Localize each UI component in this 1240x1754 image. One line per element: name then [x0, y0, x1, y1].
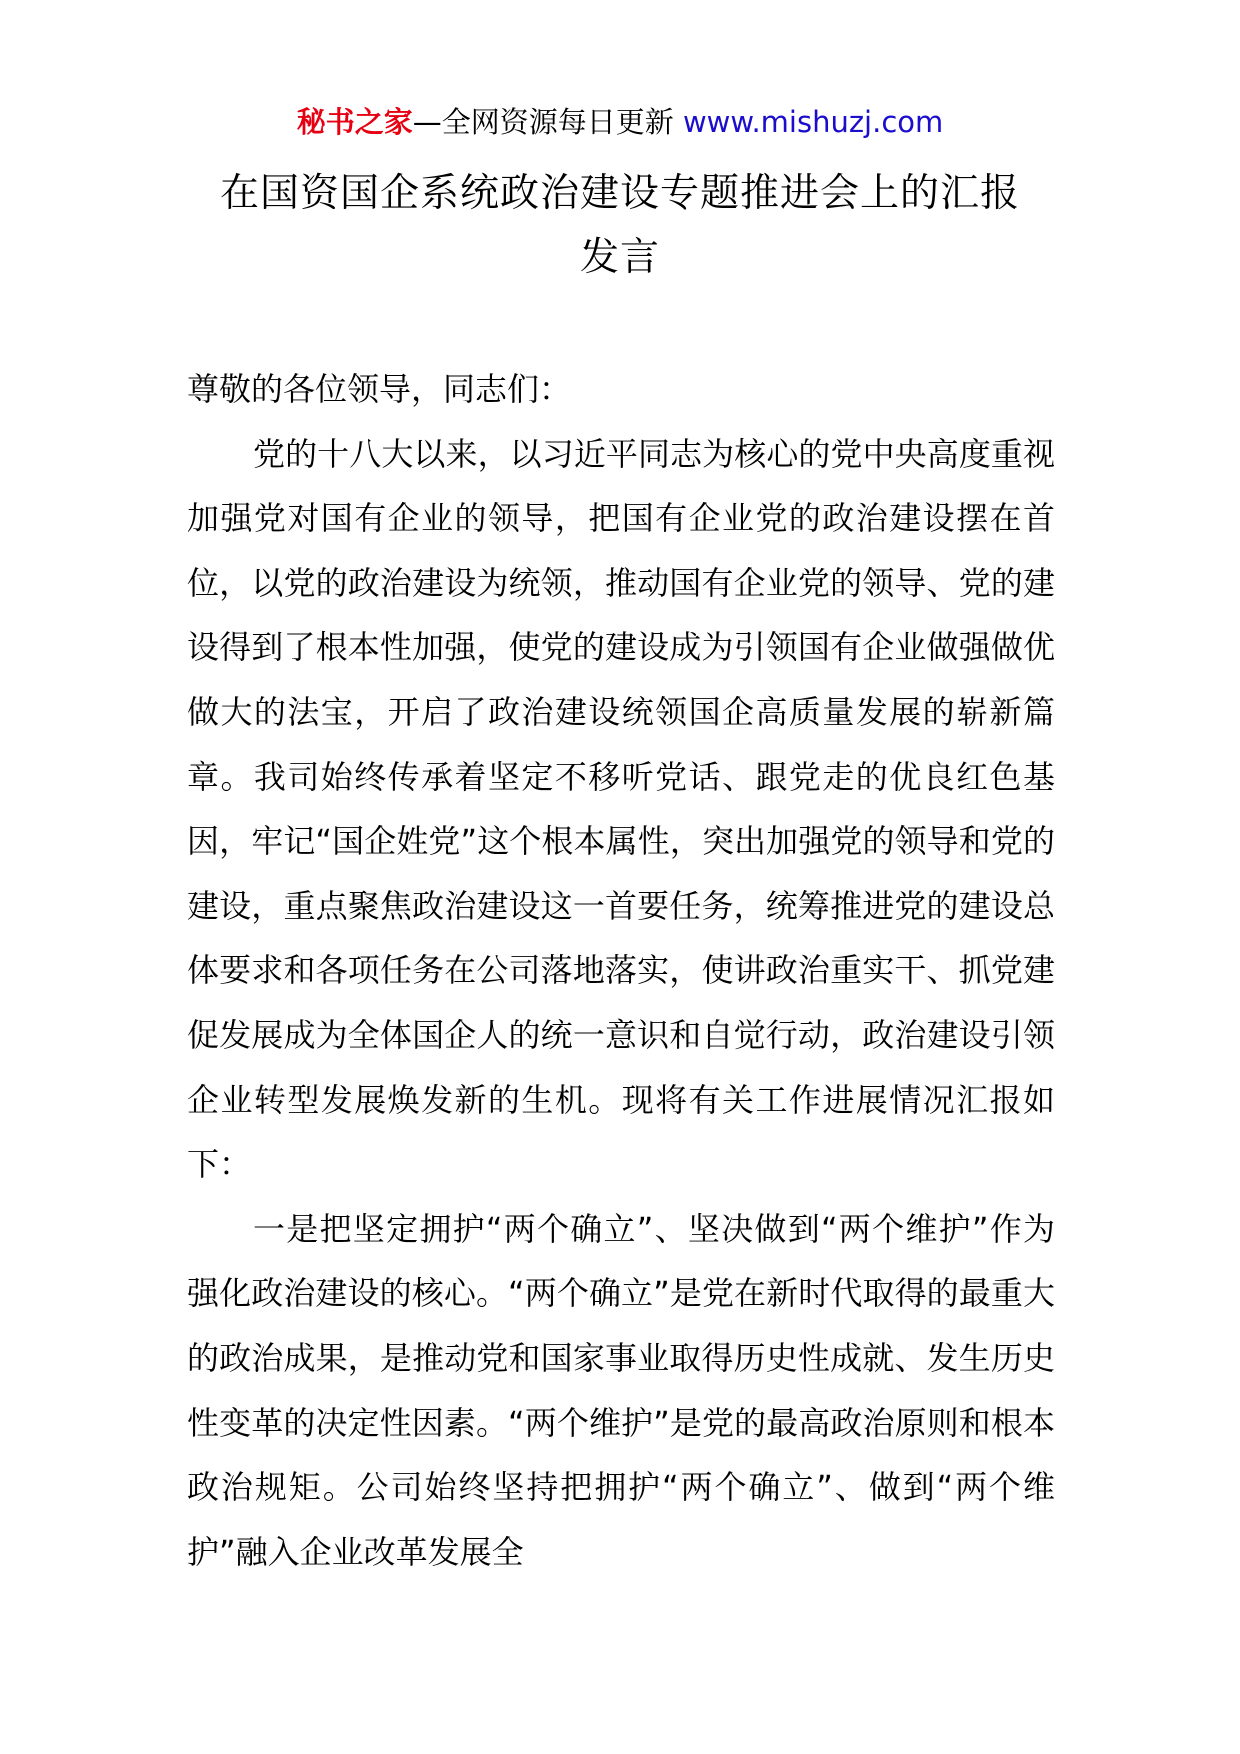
title-line-1: 在国资国企系统政治建设专题推进会上的汇报	[219, 171, 1020, 216]
brand-name: 秘书之家	[296, 105, 413, 139]
paragraph-1: 党的十八大以来，以习近平同志为核心的党中央高度重视加强党对国有企业的领导，把国有企业党的政治建设摆在首位，以党的政治建设为统领，推动国有企业党的领导、党的建设得到了根本性加强，使党的建设成为引领国有企业做强做优做大的法宝，开启了政治建设统领国企高质量发展的崭新篇章。我司始终传承着坚定不移听党话、跟党走的优良红色基因，牢记“国企姓党”这个根本属性，突出加强党的领导和党的建设，重点聚焦政治建设这一首要任务，统筹推进党的建设总体要求和各项任务在公司落地落实，使讲政治重实干、抓党建促发展成为全体国企人的统一意识和自觉行动，政治建设引领企业转型发展焕发新的生机。现将有关工作进展情况汇报如下：	[187, 434, 1055, 1184]
header-slogan: —全网资源每日更新	[412, 105, 674, 139]
salutation: 尊敬的各位领导，同志们：	[187, 370, 572, 408]
paragraph-2: 一是把坚定拥护“两个确立”、坚决做到“两个维护”作为强化政治建设的核心。“两个确立”是党在新时代取得的最重大的政治成果，是推动党和国家事业取得历史性成就、发生历史性变革的决定性因素。“两个维护”是党的最高政治原则和根本政治规矩。公司始终坚持把拥护“两个确立”、做到“两个维护”融入企业改革发展全	[187, 1209, 1055, 1571]
title-line-2: 发言	[579, 235, 660, 280]
document-body	[187, 357, 1055, 1584]
site-url[interactable]: www.mishuzj.com	[682, 105, 944, 139]
site-header	[0, 100, 1240, 144]
document-title	[180, 162, 1060, 290]
